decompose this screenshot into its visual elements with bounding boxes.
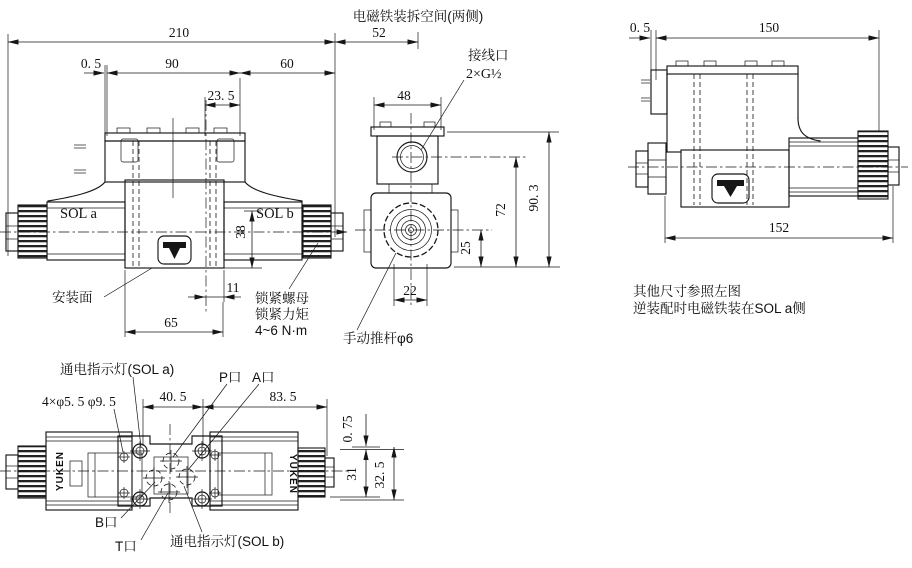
dim-25: 25 [458,241,473,255]
dim-90: 90 [165,56,179,71]
port-p-label: P口 [219,370,242,385]
single-solenoid-view [628,20,908,316]
dim-31: 31 [344,467,359,481]
dim-0-5: 0. 5 [80,56,102,71]
port-a-label: A口 [252,370,275,385]
side-view [335,8,560,346]
port-t-label: T口 [115,539,137,554]
dim-152: 152 [768,220,790,235]
dim-60: 60 [280,56,294,71]
front-view [0,25,347,338]
sol-a-label: SOL a [60,206,97,222]
brand-right: YUKEN [287,453,298,495]
conduit-label-2: 2×G½ [466,67,502,82]
note-line-1: 其他尺寸参照左图 [633,284,741,299]
knurled-nut-top-right [298,448,334,497]
mounting-holes-label: 4×φ5. 5 φ9. 5 [42,394,116,409]
dim-210: 210 [168,25,190,40]
pushrod-label: 手动推杆φ6 [343,331,414,346]
mounting-surface-label: 安装面 [52,290,93,305]
dim-38: 38 [233,225,248,239]
indicator-light-b-label: 通电指示灯(SOL b) [170,534,285,549]
dim-72: 72 [493,203,508,217]
port-t-hole [158,481,180,503]
locknut-label-3: 4~6 N·m [255,323,308,338]
dim-40-5: 40. 5 [159,389,187,404]
pilot-hole [209,487,221,499]
port-b-label: B口 [95,515,118,530]
note-line-2: 逆装配时电磁铁装在SOL a侧 [633,301,806,316]
yuken-logo-icon-right [712,174,749,203]
knurled-nut-right [303,205,343,258]
top-view [0,361,404,554]
sol-b-label: SOL b [256,206,294,222]
dim-83-5: 83. 5 [269,389,297,404]
knurled-nut-top-left [6,446,46,498]
dim-11: 11 [226,280,240,295]
conduit-label-1: 接线口 [468,48,509,63]
dim-52: 52 [372,25,386,40]
dim-0-5-right: 0. 5 [629,20,651,35]
removal-space-title: 电磁铁装拆空间(两侧) [352,9,484,24]
dim-48: 48 [397,88,411,103]
yuken-logo-icon [158,236,191,264]
locknut-label-1: 锁紧螺母 [255,291,309,306]
mounting-hole [130,441,150,461]
knurled-nut-left [6,205,47,258]
hex-nut [636,143,666,194]
dim-65: 65 [164,315,178,330]
brand-left: YUKEN [55,450,66,492]
dim-150: 150 [758,20,780,35]
port-p-hole [160,450,182,472]
dim-90-3: 90. 3 [526,184,541,212]
mounting-hole [192,441,212,461]
dim-22: 22 [403,283,417,298]
locknut-label-2: 锁紧力矩 [255,307,309,322]
dim-0-75: 0. 75 [340,415,355,443]
dim-32-5: 32. 5 [372,461,387,489]
port-a-hole [176,466,198,488]
port-b-hole [143,467,165,489]
indicator-light-a-label: 通电指示灯(SOL a) [60,362,175,377]
dim-23-5: 23. 5 [207,88,235,103]
